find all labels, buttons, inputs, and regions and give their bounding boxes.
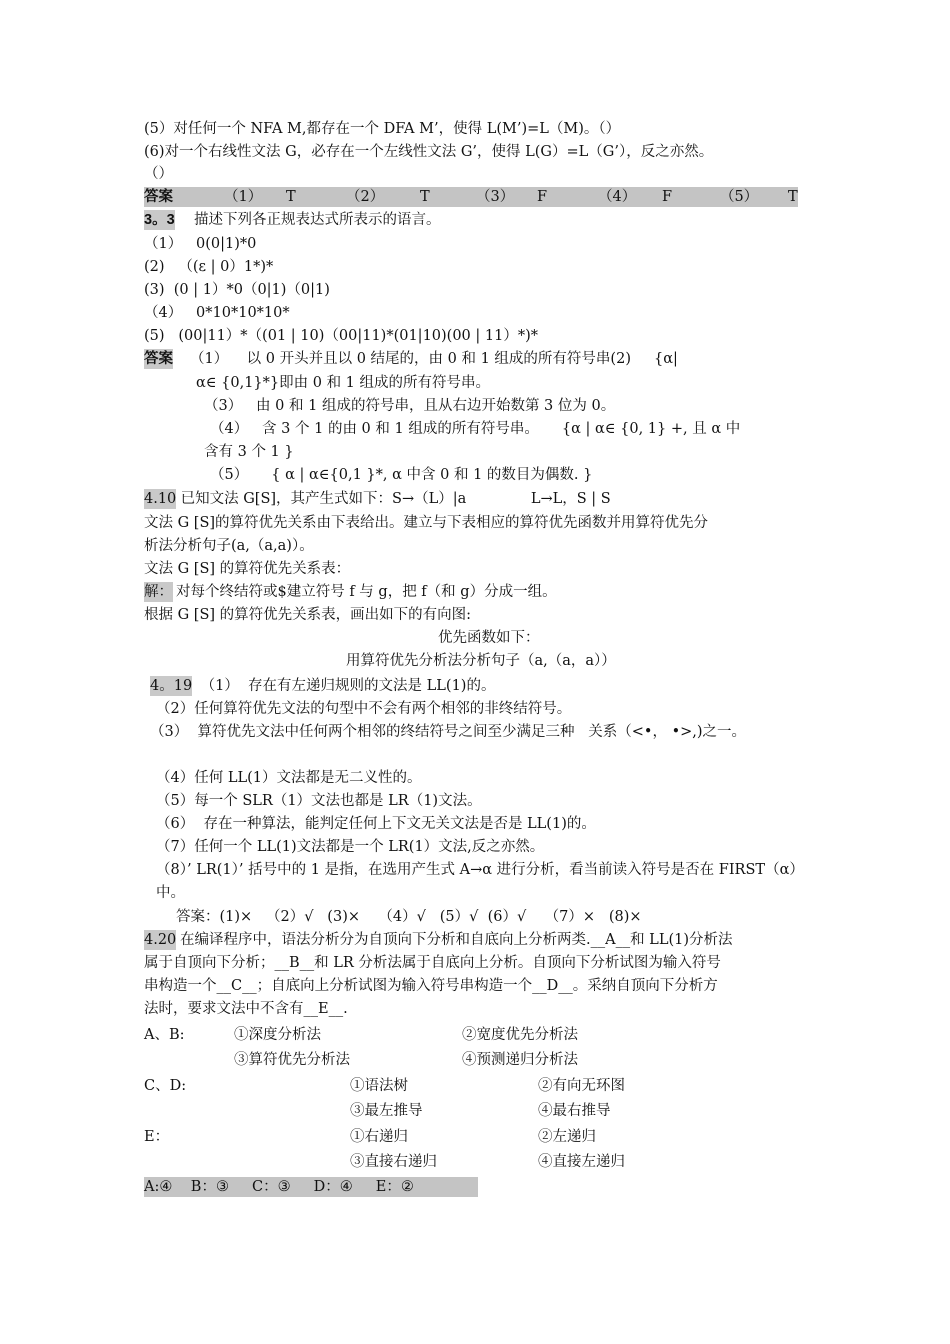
answer-2-num: （2） <box>346 189 385 205</box>
paragraph-line: 串构造一个__C__；自底向上分析试图为输入符号串构造一个__D__。采纳自顶向下分析方 <box>144 978 718 994</box>
paragraph-line: 已知文法 G[S]，其产生式如下：S→（L）|a L→L，S | S <box>176 491 611 507</box>
paragraph-line: 优先函数如下： <box>438 630 540 646</box>
option: ②左递归 <box>538 1129 596 1145</box>
answer-line: （4） 含 3 个 1 的由 0 和 1 组成的所有符号串。 {α | α∈ {0, 1} +, 且 α 中 <box>210 421 741 437</box>
answer-line: 含有 3 个 1 } <box>204 444 294 460</box>
paragraph-line: 属于自顶向下分析；__B__和 LR 分析法属于自底向上分析。自顶向下分析试图为输入符号 <box>144 955 721 971</box>
answer-1-val: T <box>286 189 296 205</box>
question-6-blank: （） <box>144 166 173 182</box>
option: ③算符优先分析法 <box>234 1052 350 1068</box>
answer-line: （3） 由 0 和 1 组成的符号串，且从右边开始数第 3 位为 0。 <box>204 398 616 414</box>
statement: （4）任何 LL(1）文法都是无二义性的。 <box>156 770 422 786</box>
regex-item: (3) (0 | 1）*0（0|1)（0|1) <box>144 282 330 298</box>
answer-line: （5） { α | α∈{0,1 }*, α 中含 0 和 1 的数目为偶数. } <box>210 467 593 483</box>
regex-item: (2) （(ε | 0）1*)* <box>144 259 274 275</box>
option-group-label: A、B: <box>144 1027 185 1043</box>
paragraph-line: 法时，要求文法中不含有__E__. <box>144 1001 348 1017</box>
paragraph-line: 在编译程序中，语法分析分为自顶向下分析和自底向上分析两类.__A__和 LL(1)分析法 <box>180 932 733 948</box>
option: ②宽度优先分析法 <box>462 1027 578 1043</box>
regex-item: （1） 0(0|1)*0 <box>144 236 257 252</box>
answer-line: A:④ B：③ C：③ D：④ E：② <box>144 1179 414 1195</box>
statement: （1） 存在有左递归规则的文法是 LL(1)的。 <box>196 678 496 694</box>
section-number: 4.20 <box>144 932 177 948</box>
answer-5-num: （5） <box>720 189 759 205</box>
option: ③最左推导 <box>350 1103 423 1119</box>
statement: （8）’ LR(1）’ 括号中的 1 是指，在选用产生式 A→α 进行分析，看当前读入符号是否在 FIRST（α） <box>156 862 804 878</box>
paragraph-line: 用算符优先分析法分析句子（a,（a，a）） <box>346 653 616 669</box>
answer-1-num: （1） <box>224 189 263 205</box>
solution-label: 解： <box>144 584 173 600</box>
regex-item: (5) (00|11）*（(01 | 10)（00|11)*(01|10)(00 | 11）*)* <box>144 328 538 344</box>
answer-label: 答案 <box>144 189 173 205</box>
answer-label: 答案 <box>144 351 173 367</box>
option: ②有向无环图 <box>538 1078 625 1094</box>
question-6: (6)对一个右线性文法 G，必存在一个左线性文法 G’，使得 L(G）=L（G’），反之亦然。 <box>144 144 714 160</box>
option-group-label: E： <box>144 1129 170 1145</box>
statement: （6） 存在一种算法，能判定任何上下文无关文法是否是 LL(1)的。 <box>156 816 596 832</box>
statement: （7）任何一个 LL(1)文法都是一个 LR(1）文法,反之亦然。 <box>156 839 545 855</box>
statement: （5）每一个 SLR（1）文法也都是 LR（1)文法。 <box>156 793 482 809</box>
section-number: 3。3 <box>144 212 175 228</box>
section-number: 4。19 <box>150 678 193 694</box>
option: ①右递归 <box>350 1129 408 1145</box>
statement: （3） 算符优先文法中任何两个相邻的终结符号之间至少满足三种 关系（<•， •>,)之一。 <box>150 724 747 740</box>
paragraph-line: 文法 G [S] 的算符优先关系表： <box>144 561 351 577</box>
answer-3-num: （3） <box>476 189 515 205</box>
option-group-label: C、D: <box>144 1078 187 1094</box>
answer-4-num: （4） <box>598 189 637 205</box>
section-title: 描述下列各正规表达式所表示的语言。 <box>194 212 441 228</box>
regex-item: （4） 0*10*10*10* <box>144 305 290 321</box>
paragraph-line: 析法分析句子(a,（a,a)）。 <box>144 538 314 554</box>
statement: 中。 <box>156 885 185 901</box>
answer-4-val: F <box>662 189 673 205</box>
answer-3-val: F <box>537 189 548 205</box>
paragraph-line: 根据 G [S] 的算符优先关系表，画出如下的有向图: <box>144 607 472 623</box>
answer-5-val: T <box>788 189 798 205</box>
option: ③直接右递归 <box>350 1154 437 1170</box>
answer-line: （1） 以 0 开头并且以 0 结尾的，由 0 和 1 组成的所有符号串(2) {α| <box>190 351 678 367</box>
option: ④预测递归分析法 <box>462 1052 578 1068</box>
section-number: 4.10 <box>144 491 177 507</box>
answer-2-val: T <box>420 189 430 205</box>
option: ①语法树 <box>350 1078 408 1094</box>
question-5: (5）对任何一个 NFA M,都存在一个 DFA M’，使得 L(M’)=L（M)。（） <box>144 121 621 137</box>
option: ④直接左递归 <box>538 1154 625 1170</box>
answer-line: α∈ {0,1}*}即由 0 和 1 组成的所有符号串。 <box>196 375 491 391</box>
option: ④最右推导 <box>538 1103 611 1119</box>
statement: （2）任何算符优先文法的句型中不会有两个相邻的非终结符号。 <box>156 701 572 717</box>
paragraph-line: 对每个终结符或$建立符号 f 与 g，把 f（和 g）分成一组。 <box>176 584 557 600</box>
answer-line: 答案：(1)× （2）√ (3)× （4）√ (5）√ (6）√ （7）× (8)× <box>176 909 642 925</box>
option: ①深度分析法 <box>234 1027 321 1043</box>
paragraph-line: 文法 G [S]的算符优先关系由下表给出。建立与下表相应的算符优先函数并用算符优先分 <box>144 515 709 531</box>
